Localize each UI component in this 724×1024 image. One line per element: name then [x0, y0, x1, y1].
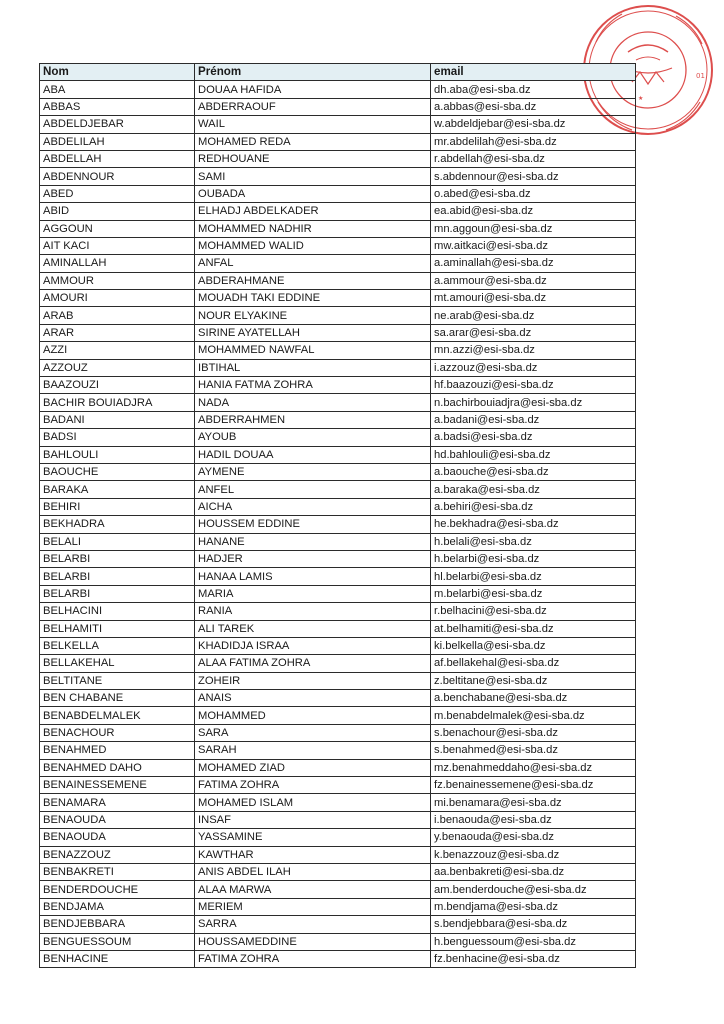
cell-prenom: MOHAMMED NADHIR — [195, 220, 431, 237]
table-row — [40, 829, 636, 846]
table-row — [40, 481, 636, 498]
table-row — [40, 342, 636, 359]
cell-email: hf.baazouzi@esi-sba.dz — [431, 377, 636, 394]
table-row — [40, 98, 636, 115]
cell-email: sa.arar@esi-sba.dz — [431, 324, 636, 341]
table-row — [40, 237, 636, 254]
cell-nom: BADSI — [40, 429, 195, 446]
table-row — [40, 794, 636, 811]
table-row — [40, 777, 636, 794]
cell-prenom: MOHAMMED — [195, 707, 431, 724]
cell-prenom: ANFAL — [195, 255, 431, 272]
svg-text:01: 01 — [696, 72, 705, 80]
cell-prenom: ZOHEIR — [195, 672, 431, 689]
cell-email: am.benderdouche@esi-sba.dz — [431, 881, 636, 898]
table-row — [40, 429, 636, 446]
cell-prenom: SARAH — [195, 742, 431, 759]
table-row — [40, 863, 636, 880]
cell-email: hd.bahlouli@esi-sba.dz — [431, 446, 636, 463]
table-row — [40, 185, 636, 202]
cell-prenom: HOUSSAMEDDINE — [195, 933, 431, 950]
cell-prenom: HANAA LAMIS — [195, 568, 431, 585]
cell-nom: BENABDELMALEK — [40, 707, 195, 724]
cell-prenom: ABDERAHMANE — [195, 272, 431, 289]
cell-nom: BENACHOUR — [40, 724, 195, 741]
cell-prenom: FATIMA ZOHRA — [195, 777, 431, 794]
cell-nom: AZZI — [40, 342, 195, 359]
table-row — [40, 411, 636, 428]
table-row — [40, 81, 636, 98]
cell-nom: BEHIRI — [40, 498, 195, 515]
cell-email: a.badsi@esi-sba.dz — [431, 429, 636, 446]
table-row — [40, 168, 636, 185]
table-row — [40, 133, 636, 150]
cell-prenom: DOUAA HAFIDA — [195, 81, 431, 98]
cell-nom: AMINALLAH — [40, 255, 195, 272]
cell-email: mz.benahmeddaho@esi-sba.dz — [431, 759, 636, 776]
cell-email: af.bellakehal@esi-sba.dz — [431, 655, 636, 672]
cell-email: a.behiri@esi-sba.dz — [431, 498, 636, 515]
header-email: email — [431, 64, 636, 81]
cell-email: ea.abid@esi-sba.dz — [431, 203, 636, 220]
cell-nom: BELKELLA — [40, 637, 195, 654]
cell-nom: BELHACINI — [40, 603, 195, 620]
cell-nom: BELLAKEHAL — [40, 655, 195, 672]
cell-email: ne.arab@esi-sba.dz — [431, 307, 636, 324]
cell-nom: BENAZZOUZ — [40, 846, 195, 863]
table-row — [40, 655, 636, 672]
table-row — [40, 533, 636, 550]
header-prenom: Prénom — [195, 64, 431, 81]
student-list-table — [39, 63, 636, 968]
cell-nom: BENAMARA — [40, 794, 195, 811]
cell-prenom: NOUR ELYAKINE — [195, 307, 431, 324]
cell-email: mn.azzi@esi-sba.dz — [431, 342, 636, 359]
cell-email: s.benachour@esi-sba.dz — [431, 724, 636, 741]
cell-email: mw.aitkaci@esi-sba.dz — [431, 237, 636, 254]
table-row — [40, 359, 636, 376]
table-row — [40, 846, 636, 863]
table-row — [40, 324, 636, 341]
table-row — [40, 516, 636, 533]
cell-nom: BELARBI — [40, 585, 195, 602]
cell-prenom: RANIA — [195, 603, 431, 620]
table-row — [40, 603, 636, 620]
cell-prenom: ELHADJ ABDELKADER — [195, 203, 431, 220]
table-row — [40, 742, 636, 759]
cell-prenom: HOUSSEM EDDINE — [195, 516, 431, 533]
cell-nom: BENDJAMA — [40, 898, 195, 915]
table-row — [40, 707, 636, 724]
cell-prenom: MOHAMED ISLAM — [195, 794, 431, 811]
cell-email: s.bendjebbara@esi-sba.dz — [431, 916, 636, 933]
cell-nom: BENBAKRETI — [40, 863, 195, 880]
cell-prenom: SARA — [195, 724, 431, 741]
table-row — [40, 916, 636, 933]
table-row — [40, 881, 636, 898]
table-row — [40, 690, 636, 707]
cell-prenom: WAIL — [195, 116, 431, 133]
table-row — [40, 307, 636, 324]
cell-prenom: REDHOUANE — [195, 150, 431, 167]
cell-prenom: SARRA — [195, 916, 431, 933]
cell-nom: BACHIR BOUIADJRA — [40, 394, 195, 411]
cell-nom: BELARBI — [40, 550, 195, 567]
table-row — [40, 203, 636, 220]
cell-nom: ABDELLAH — [40, 150, 195, 167]
header-nom: Nom — [40, 64, 195, 81]
cell-email: s.benahmed@esi-sba.dz — [431, 742, 636, 759]
cell-prenom: HADIL DOUAA — [195, 446, 431, 463]
cell-email: a.aminallah@esi-sba.dz — [431, 255, 636, 272]
cell-nom: AZZOUZ — [40, 359, 195, 376]
cell-nom: BENAHMED — [40, 742, 195, 759]
cell-nom: ARAB — [40, 307, 195, 324]
cell-prenom: INSAF — [195, 811, 431, 828]
cell-prenom: ABDERRAHMEN — [195, 411, 431, 428]
cell-email: mi.benamara@esi-sba.dz — [431, 794, 636, 811]
cell-nom: BENGUESSOUM — [40, 933, 195, 950]
cell-nom: BENHACINE — [40, 950, 195, 967]
table-row — [40, 220, 636, 237]
cell-prenom: SIRINE AYATELLAH — [195, 324, 431, 341]
cell-email: n.bachirbouiadjra@esi-sba.dz — [431, 394, 636, 411]
cell-prenom: FATIMA ZOHRA — [195, 950, 431, 967]
cell-prenom: HANANE — [195, 533, 431, 550]
cell-nom: ABA — [40, 81, 195, 98]
cell-nom: AMMOUR — [40, 272, 195, 289]
cell-prenom: IBTIHAL — [195, 359, 431, 376]
cell-nom: ABED — [40, 185, 195, 202]
cell-nom: BELTITANE — [40, 672, 195, 689]
cell-prenom: ALAA MARWA — [195, 881, 431, 898]
table-row — [40, 116, 636, 133]
table-row — [40, 898, 636, 915]
cell-nom: ABID — [40, 203, 195, 220]
table-row — [40, 568, 636, 585]
cell-email: w.abdeldjebar@esi-sba.dz — [431, 116, 636, 133]
table-row — [40, 724, 636, 741]
cell-prenom: ABDERRAOUF — [195, 98, 431, 115]
cell-prenom: AYOUB — [195, 429, 431, 446]
table-row — [40, 290, 636, 307]
cell-nom: BELARBI — [40, 568, 195, 585]
cell-prenom: AICHA — [195, 498, 431, 515]
cell-nom: ABDELDJEBAR — [40, 116, 195, 133]
cell-email: a.baouche@esi-sba.dz — [431, 463, 636, 480]
cell-email: mn.aggoun@esi-sba.dz — [431, 220, 636, 237]
cell-email: r.abdellah@esi-sba.dz — [431, 150, 636, 167]
cell-email: h.benguessoum@esi-sba.dz — [431, 933, 636, 950]
table-row — [40, 811, 636, 828]
table-row — [40, 933, 636, 950]
cell-email: m.belarbi@esi-sba.dz — [431, 585, 636, 602]
cell-nom: ABBAS — [40, 98, 195, 115]
table-row — [40, 463, 636, 480]
cell-nom: AMOURI — [40, 290, 195, 307]
cell-prenom: ALI TAREK — [195, 620, 431, 637]
cell-prenom: YASSAMINE — [195, 829, 431, 846]
cell-prenom: MARIA — [195, 585, 431, 602]
cell-nom: BELALI — [40, 533, 195, 550]
cell-nom: BAOUCHE — [40, 463, 195, 480]
table-row — [40, 498, 636, 515]
cell-email: at.belhamiti@esi-sba.dz — [431, 620, 636, 637]
cell-prenom: NADA — [195, 394, 431, 411]
cell-email: fz.benainessemene@esi-sba.dz — [431, 777, 636, 794]
cell-nom: BENDERDOUCHE — [40, 881, 195, 898]
cell-email: m.bendjama@esi-sba.dz — [431, 898, 636, 915]
table-row — [40, 255, 636, 272]
cell-email: aa.benbakreti@esi-sba.dz — [431, 863, 636, 880]
table-row — [40, 550, 636, 567]
cell-prenom: KAWTHAR — [195, 846, 431, 863]
cell-email: i.benaouda@esi-sba.dz — [431, 811, 636, 828]
cell-nom: BENAOUDA — [40, 829, 195, 846]
cell-email: h.belali@esi-sba.dz — [431, 533, 636, 550]
cell-email: a.baraka@esi-sba.dz — [431, 481, 636, 498]
cell-prenom: ANIS ABDEL ILAH — [195, 863, 431, 880]
table-row — [40, 620, 636, 637]
cell-prenom: AYMENE — [195, 463, 431, 480]
cell-nom: ARAR — [40, 324, 195, 341]
table-row — [40, 637, 636, 654]
cell-nom: BEN CHABANE — [40, 690, 195, 707]
cell-nom: ABDELILAH — [40, 133, 195, 150]
cell-nom: BADANI — [40, 411, 195, 428]
table-row — [40, 585, 636, 602]
cell-email: ki.belkella@esi-sba.dz — [431, 637, 636, 654]
cell-email: r.belhacini@esi-sba.dz — [431, 603, 636, 620]
table-row — [40, 272, 636, 289]
cell-email: mr.abdelilah@esi-sba.dz — [431, 133, 636, 150]
table-header-row — [40, 64, 636, 81]
cell-nom: BENAOUDA — [40, 811, 195, 828]
cell-nom: BARAKA — [40, 481, 195, 498]
cell-nom: AIT KACI — [40, 237, 195, 254]
cell-email: h.belarbi@esi-sba.dz — [431, 550, 636, 567]
cell-nom: BELHAMITI — [40, 620, 195, 637]
table-row — [40, 446, 636, 463]
cell-email: he.bekhadra@esi-sba.dz — [431, 516, 636, 533]
cell-email: a.abbas@esi-sba.dz — [431, 98, 636, 115]
cell-email: y.benaouda@esi-sba.dz — [431, 829, 636, 846]
cell-nom: ABDENNOUR — [40, 168, 195, 185]
cell-prenom: ALAA FATIMA ZOHRA — [195, 655, 431, 672]
table-row — [40, 150, 636, 167]
cell-email: o.abed@esi-sba.dz — [431, 185, 636, 202]
cell-prenom: MERIEM — [195, 898, 431, 915]
cell-prenom: MOHAMED REDA — [195, 133, 431, 150]
cell-prenom: OUBADA — [195, 185, 431, 202]
cell-email: mt.amouri@esi-sba.dz — [431, 290, 636, 307]
cell-nom: AGGOUN — [40, 220, 195, 237]
cell-nom: BAHLOULI — [40, 446, 195, 463]
cell-email: a.badani@esi-sba.dz — [431, 411, 636, 428]
cell-nom: BENDJEBBARA — [40, 916, 195, 933]
cell-email: dh.aba@esi-sba.dz — [431, 81, 636, 98]
cell-nom: BENAINESSEMENE — [40, 777, 195, 794]
cell-email: i.azzouz@esi-sba.dz — [431, 359, 636, 376]
cell-email: z.beltitane@esi-sba.dz — [431, 672, 636, 689]
cell-nom: BAAZOUZI — [40, 377, 195, 394]
cell-prenom: MOHAMMED WALID — [195, 237, 431, 254]
cell-prenom: HANIA FATMA ZOHRA — [195, 377, 431, 394]
table-row — [40, 950, 636, 967]
cell-email: fz.benhacine@esi-sba.dz — [431, 950, 636, 967]
table-row — [40, 394, 636, 411]
cell-email: a.ammour@esi-sba.dz — [431, 272, 636, 289]
table-row — [40, 672, 636, 689]
cell-prenom: ANAIS — [195, 690, 431, 707]
table-row — [40, 759, 636, 776]
cell-prenom: HADJER — [195, 550, 431, 567]
cell-email: k.benazzouz@esi-sba.dz — [431, 846, 636, 863]
cell-prenom: KHADIDJA ISRAA — [195, 637, 431, 654]
cell-prenom: MOHAMED ZIAD — [195, 759, 431, 776]
cell-prenom: MOUADH TAKI EDDINE — [195, 290, 431, 307]
cell-email: a.benchabane@esi-sba.dz — [431, 690, 636, 707]
svg-text:★: ★ — [638, 95, 644, 102]
cell-email: s.abdennour@esi-sba.dz — [431, 168, 636, 185]
table-row — [40, 377, 636, 394]
cell-prenom: SAMI — [195, 168, 431, 185]
cell-nom: BENAHMED DAHO — [40, 759, 195, 776]
cell-nom: BEKHADRA — [40, 516, 195, 533]
cell-prenom: ANFEL — [195, 481, 431, 498]
cell-email: m.benabdelmalek@esi-sba.dz — [431, 707, 636, 724]
cell-prenom: MOHAMMED NAWFAL — [195, 342, 431, 359]
cell-email: hl.belarbi@esi-sba.dz — [431, 568, 636, 585]
